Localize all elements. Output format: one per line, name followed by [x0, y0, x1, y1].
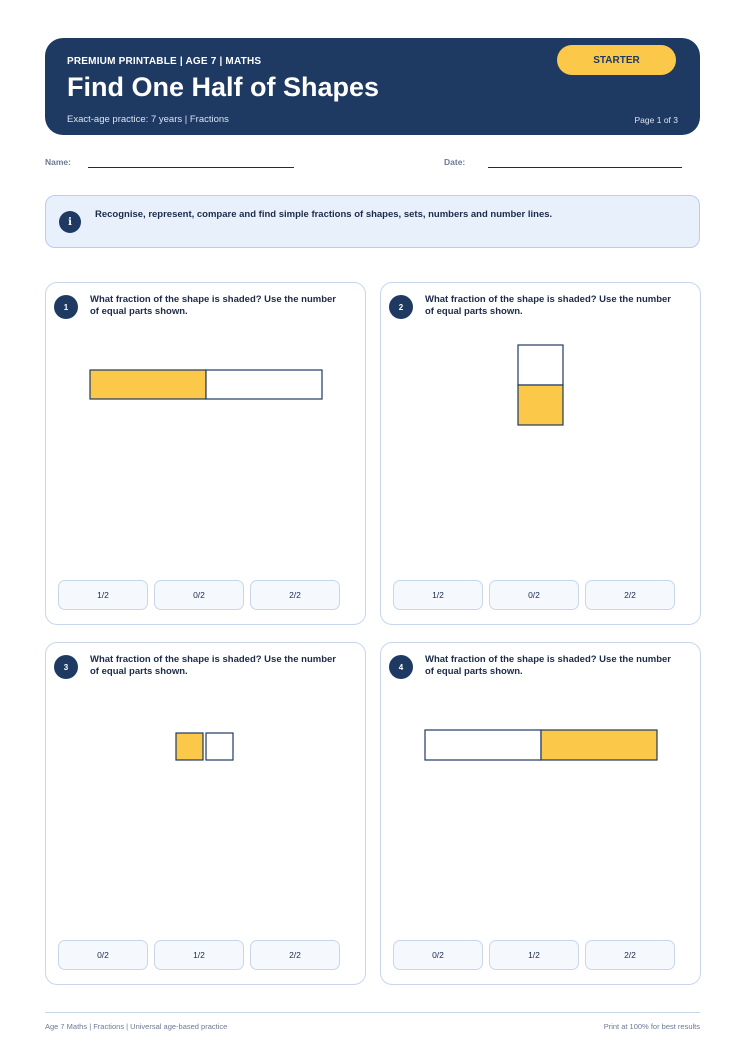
- fraction-shape: [381, 643, 700, 923]
- answer-choice-3[interactable]: 2/2: [250, 940, 340, 970]
- answer-choice-3[interactable]: 2/2: [250, 580, 340, 610]
- question-number: 1: [54, 295, 78, 319]
- objective-box: [45, 195, 700, 248]
- question-text: What fraction of the shape is shaded? Use the number of equal parts shown.: [90, 294, 336, 317]
- question-card-1: [45, 282, 366, 625]
- answer-choice-1[interactable]: 1/2: [58, 580, 148, 610]
- fraction-shape: [381, 283, 700, 563]
- objective-text: Recognise, represent, compare and find simple fractions of shapes, sets, numbers and number lines.: [95, 209, 553, 220]
- shape-part-1-shaded: [90, 370, 206, 399]
- answer-choice-3[interactable]: 2/2: [585, 940, 675, 970]
- shape-part-2-shaded: [518, 385, 563, 425]
- question-card-2: [380, 282, 701, 625]
- worksheet-header: [45, 38, 700, 135]
- level-badge: STARTER: [557, 45, 676, 75]
- page-title: Find One Half of Shapes: [67, 72, 380, 102]
- shape-part-1-shaded: [176, 733, 203, 760]
- question-text: What fraction of the shape is shaded? Use the number of equal parts shown.: [425, 294, 671, 317]
- shape-part-2-shaded: [541, 730, 657, 760]
- shape-part-1: [518, 345, 563, 385]
- answer-choice-2[interactable]: 1/2: [489, 940, 579, 970]
- question-text: What fraction of the shape is shaded? Use the number of equal parts shown.: [425, 654, 671, 677]
- answer-choice-1[interactable]: 1/2: [393, 580, 483, 610]
- answer-choice-3[interactable]: 2/2: [585, 580, 675, 610]
- date-label: Date:: [444, 157, 466, 167]
- date-line[interactable]: [488, 167, 682, 168]
- answer-choice-1[interactable]: 0/2: [393, 940, 483, 970]
- answer-choice-1[interactable]: 0/2: [58, 940, 148, 970]
- question-number: 3: [54, 655, 78, 679]
- fraction-shape: [46, 283, 365, 563]
- footer-divider: [45, 1012, 700, 1013]
- question-number: 4: [389, 655, 413, 679]
- question-card-4: [380, 642, 701, 985]
- name-line[interactable]: [88, 167, 294, 168]
- info-icon: i: [59, 211, 81, 233]
- answer-choice-2[interactable]: 1/2: [154, 940, 244, 970]
- footer-right: Print at 100% for best results: [603, 1022, 700, 1031]
- fraction-shape: [46, 643, 365, 923]
- footer-left: Age 7 Maths | Fractions | Universal age-based practice: [45, 1022, 228, 1031]
- question-text: What fraction of the shape is shaded? Use the number of equal parts shown.: [90, 654, 336, 677]
- answer-choice-2[interactable]: 0/2: [489, 580, 579, 610]
- shape-part-1: [425, 730, 541, 760]
- shape-part-2: [206, 733, 233, 760]
- header-subtitle: Exact-age practice: 7 years | Fractions: [67, 114, 229, 125]
- answer-choice-2[interactable]: 0/2: [154, 580, 244, 610]
- name-label: Name:: [45, 157, 71, 167]
- header-eyebrow: PREMIUM PRINTABLE | AGE 7 | MATHS: [67, 56, 262, 67]
- question-card-3: [45, 642, 366, 985]
- page-number: Page 1 of 3: [634, 115, 678, 125]
- shape-part-2: [206, 370, 322, 399]
- question-number: 2: [389, 295, 413, 319]
